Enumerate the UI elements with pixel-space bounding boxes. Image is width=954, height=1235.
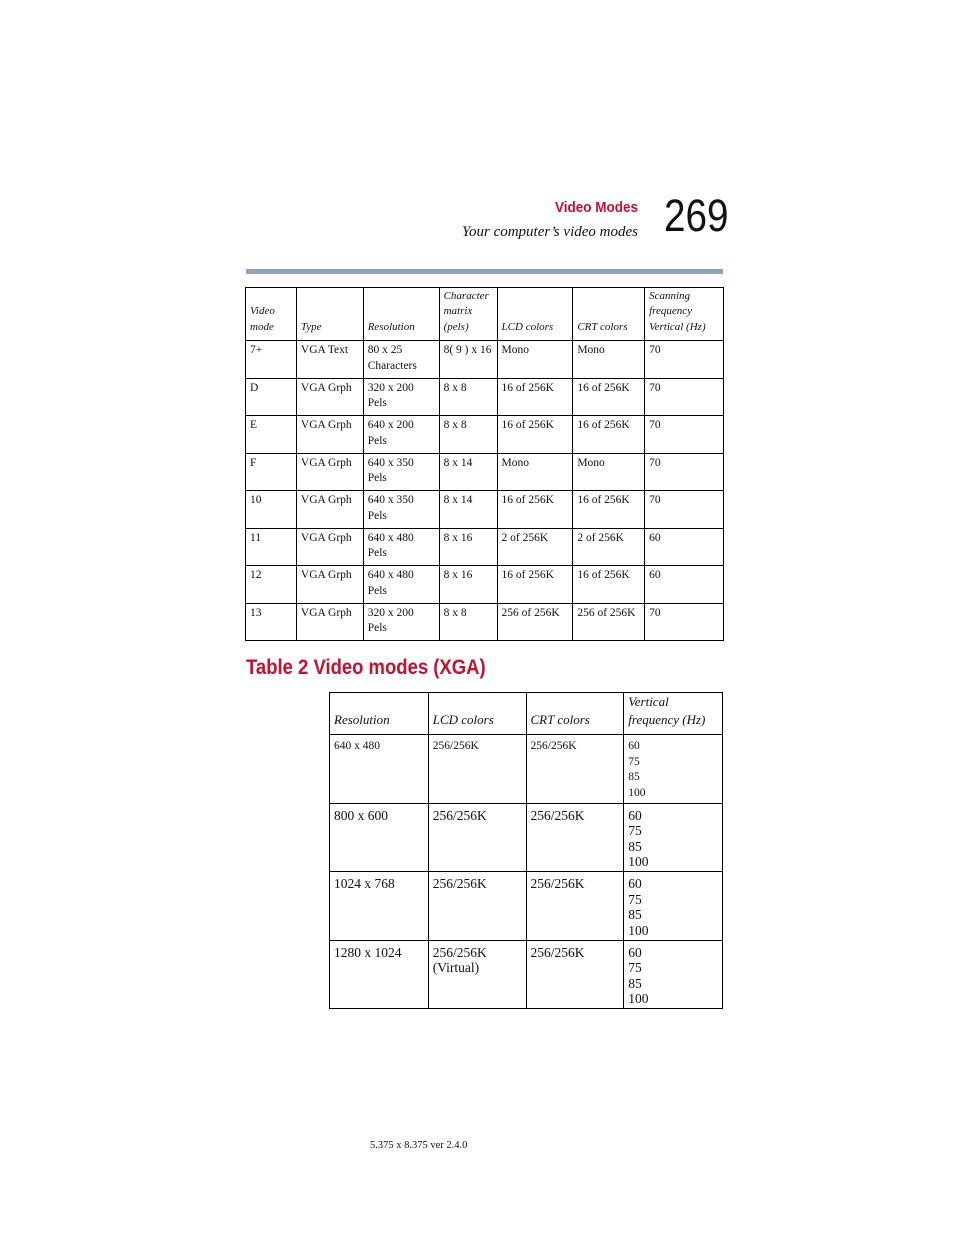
- cell-frequency: 60: [645, 528, 724, 566]
- header-resolution: Resolution: [363, 288, 439, 341]
- table-header-row: [330, 693, 723, 735]
- cell-type: VGA Grph: [296, 416, 363, 454]
- table-row: [330, 940, 723, 1009]
- header-crt-colors: CRT colors: [573, 288, 645, 341]
- cell-video-mode: 13: [246, 603, 297, 641]
- cell-lcd-colors: 16 of 256K: [497, 566, 573, 604]
- cell-frequency: 60: [645, 566, 724, 604]
- cell-type: VGA Grph: [296, 528, 363, 566]
- cell-lcd-colors: 2 of 256K: [497, 528, 573, 566]
- table-header-row: [246, 288, 724, 341]
- table-row: [330, 735, 723, 804]
- cell-lcd-colors: Mono: [497, 341, 573, 379]
- cell-type: VGA Grph: [296, 603, 363, 641]
- cell-frequency: 70: [645, 603, 724, 641]
- cell-vertical-frequency: 60 75 85 100: [624, 735, 723, 804]
- cell-video-mode: F: [246, 453, 297, 491]
- video-modes-table: [245, 287, 724, 641]
- running-header: [462, 198, 638, 242]
- cell-type: VGA Grph: [296, 378, 363, 416]
- cell-resolution: 320 x 200 Pels: [363, 603, 439, 641]
- cell-lcd-colors: 16 of 256K: [497, 416, 573, 454]
- cell-character-matrix: 8 x 16: [439, 566, 497, 604]
- cell-crt-colors: 256 of 256K: [573, 603, 645, 641]
- page-subtitle: Your computer’s video modes: [462, 224, 638, 240]
- cell-lcd-colors: 256/256K: [428, 872, 526, 941]
- cell-frequency: 70: [645, 491, 724, 529]
- page-number: 269: [664, 190, 729, 241]
- cell-resolution: 320 x 200 Pels: [363, 378, 439, 416]
- cell-crt-colors: Mono: [573, 453, 645, 491]
- cell-vertical-frequency: 60 75 85 100: [624, 872, 723, 941]
- cell-video-mode: 10: [246, 491, 297, 529]
- cell-crt-colors: 16 of 256K: [573, 378, 645, 416]
- cell-resolution: 640 x 350 Pels: [363, 491, 439, 529]
- cell-crt-colors: 16 of 256K: [573, 566, 645, 604]
- cell-video-mode: 11: [246, 528, 297, 566]
- cell-crt-colors: Mono: [573, 341, 645, 379]
- cell-video-mode: 7+: [246, 341, 297, 379]
- table-row: [246, 528, 724, 566]
- cell-resolution: 640 x 350 Pels: [363, 453, 439, 491]
- cell-video-mode: D: [246, 378, 297, 416]
- cell-character-matrix: 8 x 16: [439, 528, 497, 566]
- xga-video-modes-table: [329, 692, 723, 1009]
- cell-vertical-frequency: 60 75 85 100: [624, 940, 723, 1009]
- cell-frequency: 70: [645, 453, 724, 491]
- cell-video-mode: E: [246, 416, 297, 454]
- cell-resolution: 1280 x 1024: [330, 940, 429, 1009]
- cell-resolution: 640 x 480 Pels: [363, 528, 439, 566]
- cell-character-matrix: 8 x 8: [439, 378, 497, 416]
- table-row: [246, 566, 724, 604]
- header-type: Type: [296, 288, 363, 341]
- cell-lcd-colors: 256 of 256K: [497, 603, 573, 641]
- cell-lcd-colors: Mono: [497, 453, 573, 491]
- cell-frequency: 70: [645, 341, 724, 379]
- cell-character-matrix: 8( 9 ) x 16: [439, 341, 497, 379]
- table-row: [246, 416, 724, 454]
- header-scanning-frequency: Scanning frequency Vertical (Hz): [645, 288, 724, 341]
- cell-lcd-colors: 256/256K: [428, 735, 526, 804]
- header-resolution: Resolution: [330, 693, 429, 735]
- cell-lcd-colors: 256/256K (Virtual): [428, 940, 526, 1009]
- cell-character-matrix: 8 x 14: [439, 453, 497, 491]
- cell-video-mode: 12: [246, 566, 297, 604]
- header-character-matrix: Character matrix (pels): [439, 288, 497, 341]
- table-row: [330, 872, 723, 941]
- header-lcd-colors: LCD colors: [497, 288, 573, 341]
- table-row: [246, 341, 724, 379]
- cell-resolution: 640 x 480: [330, 735, 429, 804]
- cell-lcd-colors: 16 of 256K: [497, 491, 573, 529]
- cell-resolution: 800 x 600: [330, 803, 429, 872]
- cell-crt-colors: 16 of 256K: [573, 416, 645, 454]
- header-video-mode: Video mode: [246, 288, 297, 341]
- cell-crt-colors: 2 of 256K: [573, 528, 645, 566]
- cell-frequency: 70: [645, 416, 724, 454]
- cell-lcd-colors: 16 of 256K: [497, 378, 573, 416]
- cell-resolution: 640 x 200 Pels: [363, 416, 439, 454]
- cell-crt-colors: 256/256K: [526, 803, 624, 872]
- header-crt-colors: CRT colors: [526, 693, 624, 735]
- section-title: Video Modes: [554, 199, 638, 216]
- cell-type: VGA Text: [296, 341, 363, 379]
- table-row: [246, 603, 724, 641]
- cell-type: VGA Grph: [296, 491, 363, 529]
- cell-resolution: 640 x 480 Pels: [363, 566, 439, 604]
- cell-resolution: 80 x 25 Characters: [363, 341, 439, 379]
- footer-version: 5.375 x 8.375 ver 2.4.0: [370, 1140, 468, 1151]
- cell-resolution: 1024 x 768: [330, 872, 429, 941]
- cell-crt-colors: 256/256K: [526, 735, 624, 804]
- cell-type: VGA Grph: [296, 453, 363, 491]
- cell-crt-colors: 16 of 256K: [573, 491, 645, 529]
- cell-character-matrix: 8 x 8: [439, 603, 497, 641]
- header-rule: [246, 269, 723, 274]
- table-row: [246, 378, 724, 416]
- table-row: [246, 453, 724, 491]
- cell-frequency: 70: [645, 378, 724, 416]
- table-row: [246, 491, 724, 529]
- cell-vertical-frequency: 60 75 85 100: [624, 803, 723, 872]
- cell-type: VGA Grph: [296, 566, 363, 604]
- table-caption: Table 2 Video modes (XGA): [246, 656, 486, 679]
- cell-crt-colors: 256/256K: [526, 940, 624, 1009]
- header-lcd-colors: LCD colors: [428, 693, 526, 735]
- cell-character-matrix: 8 x 14: [439, 491, 497, 529]
- cell-lcd-colors: 256/256K: [428, 803, 526, 872]
- cell-crt-colors: 256/256K: [526, 872, 624, 941]
- header-vertical-frequency: Vertical frequency (Hz): [624, 693, 723, 735]
- table-row: [330, 803, 723, 872]
- cell-character-matrix: 8 x 8: [439, 416, 497, 454]
